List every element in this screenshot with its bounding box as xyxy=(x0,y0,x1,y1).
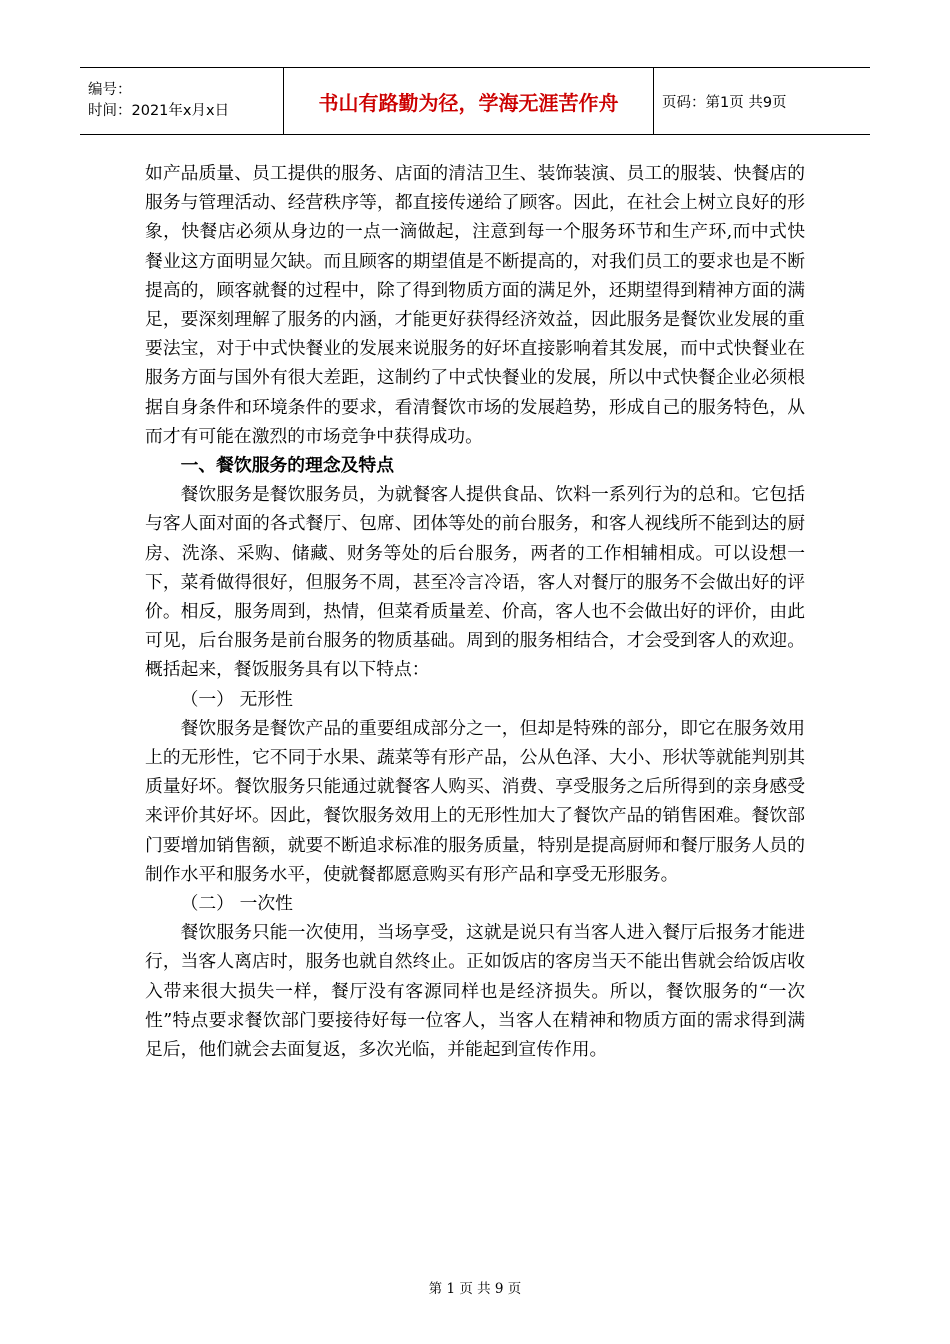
paragraph-2: 餐饮服务是餐饮服务员，为就餐客人提供食品、饮料一系列行为的总和。它包括与客人面对面的各式餐厅、包席、团体等处的前台服务，和客人视线所不能到达的厨房、洗涤、采购、储藏、财务等处的后台服务，两者的工作相辅相成。可以设想一下，菜肴做得很好，但服务不周，甚至冷言冷语，客人对餐厅的服务不会做出好的评价。相反，服务周到，热情，但菜肴质量差、价高，客人也不会做出好的评价，由此可见，后台服务是前台服务的物质基础。周到的服务相结合，才会受到客人的欢迎。概括起来，餐饭服务具有以下特点： xyxy=(145,484,805,681)
subheading-2: （二） 一次性 xyxy=(180,893,293,915)
paragraph-3: 餐饮服务是餐饮产品的重要组成部分之一，但却是特殊的部分，即它在服务效用上的无形性，它不同于水果、蔬菜等有形产品，公从色泽、大小、形状等就能判别其质量好坏。餐饮服务只能通过就餐客人购买、消费、享受服务之后所得到的亲身感受来评价其好坏。因此，餐饮服务效用上的无形性加大了餐饮产品的销售困难。餐饮部门要增加销售额，就要不断追求标准的服务质量，特别是提高厨师和餐厅服务人员的制作水平和服务水平，使就餐都愿意购买有形产品和享受无形服务。 xyxy=(145,717,805,885)
header-motto: 书山有路勤为径，学海无涯苦作舟 xyxy=(283,68,654,134)
document-header xyxy=(80,67,870,135)
paragraph-4: 餐饮服务只能一次使用，当场享受，这就是说只有当客人进入餐厅后报务才能进行，当客人离店时，服务也就自然终止。正如饭店的客房当天不能出售就会给饭店收入带来很大损失一样，餐厅没有客源同样也是经济损失。所以，餐饮服务的“一次性”特点要求餐饮部门要接待好每一位客人，当客人在精神和物质方面的需求得到满足后，他们就会去面复返，多次光临，并能起到宣传作用。 xyxy=(145,922,805,1061)
paragraph-1: 如产品质量、员工提供的服务、店面的清洁卫生、装饰装演、员工的服装、快餐店的服务与管理活动、经营秩序等，都直接传递给了顾客。因此，在社会上树立良好的形象，快餐店必须从身边的一点一滴做起，注意到每一个服务环节和生产环,而中式快餐业这方面明显欠缺。而且顾客的期望值是不断提高的，对我们员工的要求也是不断提高的，顾客就餐的过程中，除了得到物质方面的满足外，还期望得到精神方面的满足，要深刻理解了服务的内涵，才能更好获得经济效益，因此服务是餐饮业发展的重要法宝，对于中式快餐业的发展来说服务的好坏直接影响着其发展，而中式快餐业在服务方面与国外有很大差距，这制约了中式快餐业的发展，所以中式快餐企业必须根据自身条件和环境条件的要求，看清餐饮市场的发展趋势，形成自己的服务特色，从而才有可能在激烈的市场竞争中获得成功。 xyxy=(145,163,805,447)
page-footer: 第 1 页 共 9 页 xyxy=(428,1281,522,1297)
header-meta xyxy=(80,68,283,134)
section-heading-1: 一、餐饮服务的理念及特点 xyxy=(180,455,394,477)
document-body xyxy=(145,159,805,1064)
time-label: 时间：2021年x月x日 xyxy=(88,103,230,119)
number-label: 编号： xyxy=(88,82,132,98)
subheading-1: （一） 无形性 xyxy=(180,688,293,710)
header-page-info: 页码：第1页 共9页 xyxy=(662,94,787,111)
